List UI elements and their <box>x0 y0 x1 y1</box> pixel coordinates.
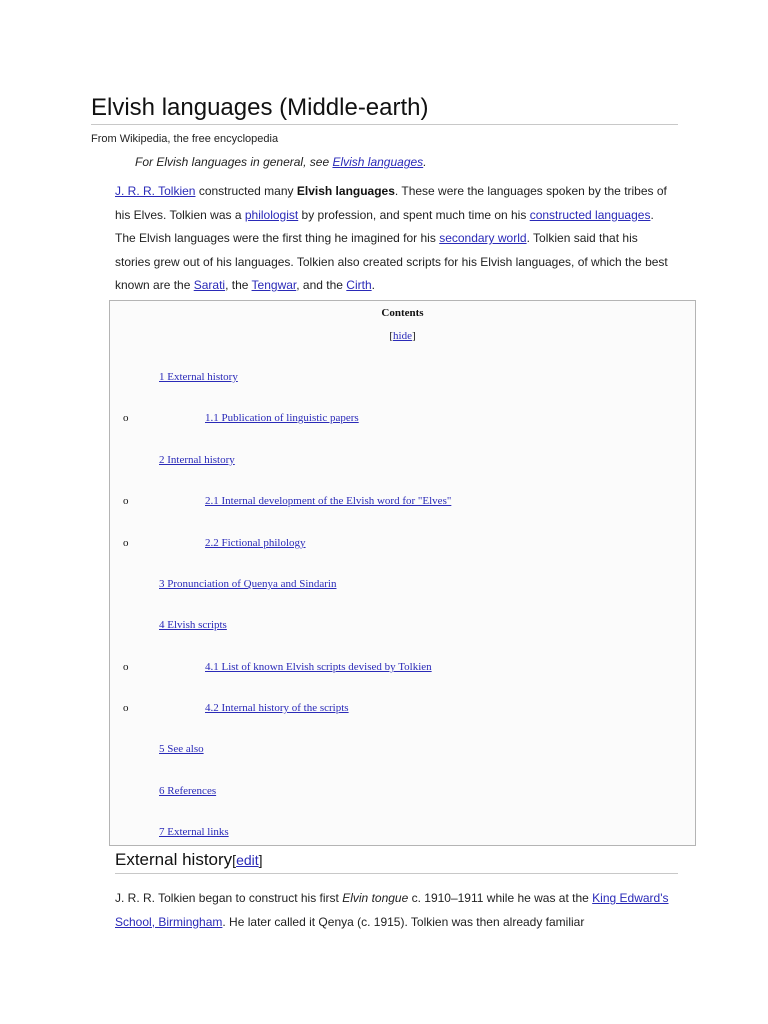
paragraph-text: c. 1910–1911 while he was at the <box>408 891 593 905</box>
toc-item-list-of-scripts[interactable]: 4.1 List of known Elvish scripts devised by Tolkien <box>205 661 432 673</box>
toc-item-external-links[interactable]: 7 External links <box>159 826 229 838</box>
intro-text: , and the <box>296 278 347 292</box>
toc-bullet: o <box>123 495 129 507</box>
toc-item-references[interactable]: 6 References <box>159 785 217 797</box>
toc-title: Contents <box>381 307 424 319</box>
toc-bracket: ] <box>411 330 416 342</box>
intro-paragraph <box>115 180 675 298</box>
link-sarati[interactable]: Sarati <box>193 278 226 292</box>
intro-text: . These were the languages spoken by the tribes of his Elves. Tolkien was a <box>115 184 667 222</box>
toc-item-external-history[interactable]: 1 External history <box>159 371 238 383</box>
toc-hide-link[interactable]: hide <box>393 330 412 342</box>
page-title: Elvish languages (Middle-earth) <box>91 93 678 125</box>
link-king-edwards-school[interactable]: King Edward's School, Birmingham <box>115 891 669 929</box>
link-tengwar[interactable]: Tengwar <box>251 278 297 292</box>
toc-item-publication[interactable]: 1.1 Publication of linguistic papers <box>205 412 359 424</box>
edit-bracket: ] <box>258 852 263 868</box>
toc-item-internal-development[interactable]: 2.1 Internal development of the Elvish word for "Elves" <box>205 495 452 507</box>
intro-text: . The Elvish languages were the first thing he imagined for his <box>115 207 654 245</box>
toc-item-see-also[interactable]: 5 See also <box>159 743 204 755</box>
link-constructed-languages[interactable]: constructed languages <box>529 207 651 222</box>
toc-item-pronunciation[interactable]: 3 Pronunciation of Quenya and Sindarin <box>159 578 337 590</box>
hatnote-link-elvish-languages[interactable]: Elvish languages <box>332 155 424 169</box>
intro-text: by profession, and spent much time on his <box>298 207 530 222</box>
link-cirth[interactable]: Cirth <box>346 278 372 292</box>
toc-bullet: o <box>123 702 129 714</box>
link-secondary-world[interactable]: secondary world <box>439 231 527 245</box>
intro-text: , the <box>225 278 252 292</box>
section-edit-control <box>232 852 262 868</box>
toc-bullet: o <box>123 412 129 424</box>
table-of-contents <box>109 300 696 846</box>
paragraph-italic: Elvin tongue <box>342 891 409 905</box>
paragraph-text: . He later called it Qenya (c. 1915). Tolkien was then already familiar <box>222 914 585 929</box>
link-philologist[interactable]: philologist <box>244 207 299 222</box>
paragraph-text: J. R. R. Tolkien began to construct his first <box>115 891 343 905</box>
intro-text: constructed many <box>195 184 297 198</box>
intro-bold-term: Elvish languages <box>296 184 395 198</box>
link-tolkien[interactable]: J. R. R. Tolkien <box>115 184 196 198</box>
toc-item-fictional-philology[interactable]: 2.2 Fictional philology <box>205 537 306 549</box>
hatnote-suffix: . <box>423 155 427 169</box>
toc-bracket: [ <box>389 330 394 342</box>
toc-hide-control <box>110 330 695 342</box>
hatnote <box>135 155 427 169</box>
hatnote-prefix: For Elvish languages in general, see <box>135 155 333 169</box>
toc-item-internal-history-scripts[interactable]: 4.2 Internal history of the scripts <box>205 702 349 714</box>
edit-bracket: [ <box>232 852 237 868</box>
section-edit-link[interactable]: edit <box>236 852 259 868</box>
section-paragraph <box>115 887 675 934</box>
site-tagline: From Wikipedia, the free encyclopedia <box>91 133 279 145</box>
toc-item-internal-history[interactable]: 2 Internal history <box>159 454 235 466</box>
section-heading-text: External history <box>115 850 233 869</box>
intro-text: . <box>371 278 375 292</box>
intro-text: . Tolkien said that his stories grew out of his languages. Tolkien also created scripts for his Elvish languages, of which the best known are the <box>115 231 668 292</box>
toc-bullet: o <box>123 661 129 673</box>
section-heading-external-history <box>115 848 678 874</box>
toc-bullet: o <box>123 537 129 549</box>
toc-item-elvish-scripts[interactable]: 4 Elvish scripts <box>159 619 227 631</box>
